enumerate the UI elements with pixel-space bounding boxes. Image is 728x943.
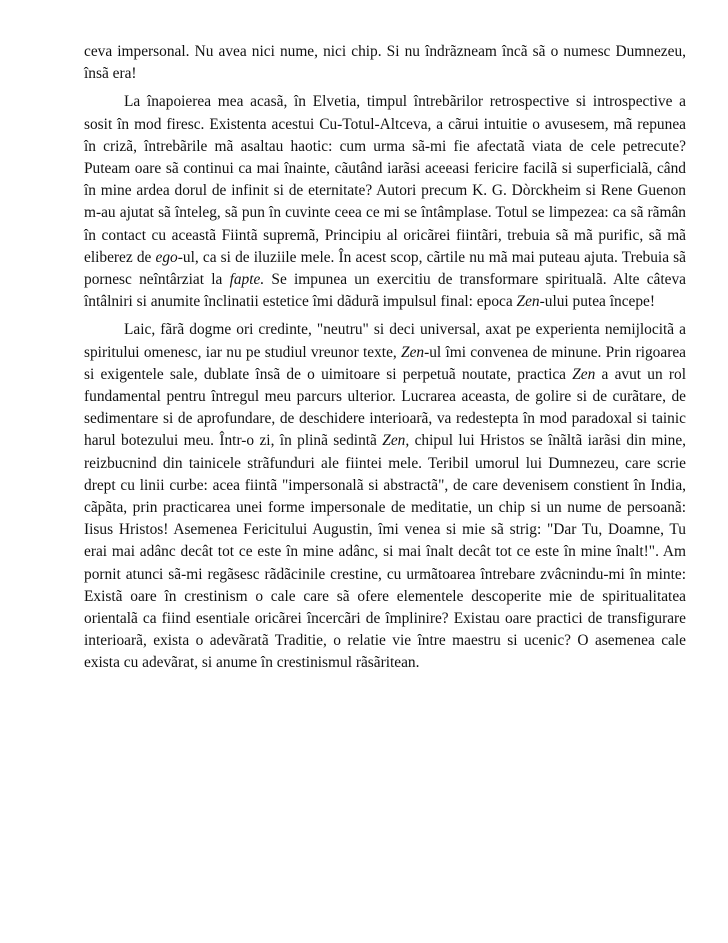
italic-term: Zen: [401, 343, 425, 361]
text-run: Laic, fãrã dogme ori credinte, "neutru" si deci universal, axat pe experienta nemijlocitã a spiritului omenesc, iar nu pe studiul vreunor texte,: [84, 321, 686, 361]
text-run: Se impunea un exercitiu de transformare spiritualã. Alte câteva întâlniri si anumite înclinatii estetice îmi dãdurã impulsul final: epoca: [84, 271, 686, 311]
italic-term: Zen: [572, 365, 596, 383]
text-run: La înapoierea mea acasã, în Elvetia, timpul întrebãrilor retrospective si introspective a sosit în mod firesc. Existenta acestui Cu-Totul-Altceva, a cãrui intuitie o avusesem, mã repunea în crizã, întrebãrile mã asaltau haotic: cum urma sã-mi fie afectatã viata de cele petrecute? Puteam oare sã continui ca mai înainte, cãutând iarãsi aceeasi fericire facilã si superficialã, când în mine ardea dorul de infinit si de eternitate? Autori precum K. G. Dòrckheim si Rene Guenon m-au ajutat sã înteleg, sã pun în cuvinte ceea ce mi se întâmplase. Totul se limpezea: ca sã rãmân în contact cu aceastã Fiintã supremã, Principiu al oricãrei fiintãri, trebuia sã mã purific, sã mã eliberez de: [84, 93, 686, 266]
text-run: ceva impersonal. Nu avea nici nume, nici chip. Si nu îndrãzneam încã sã o numesc Dumnezeu, însã era!: [84, 43, 686, 83]
text-run: -ul, ca si de iluziile mele. În acest scop, cãrtile nu mã mai puteau ajuta. Trebuia sã pornesc neîntârziat la: [84, 248, 687, 289]
italic-term: ego: [155, 248, 178, 266]
italic-term: Zen,: [382, 432, 410, 450]
text-run: chipul lui Hristos se înãltã iarãsi din mine, reizbucnind din tainicele strãfunduri ale fiintei mele. Teribil umorul lui Dumnezeu, care scrie drept cu linii curbe: acea fiintã "impersonalã si abstractã", de care devenisem constient în India, cãpãta, prin practicarea unei forme impersonale de meditatie, un chip si un nume de persoanã: Iisus Hristos! Asemenea Fericitului Augustin, îmi venea si mie sã strig: "Dar Tu, Doamne, Tu erai mai adânc decât tot ce este în mine adânc, si mai înalt decât tot ce este în mine înalt!". Am pornit atunci sã-mi regãsesc rãdãcinile crestine, cu urmãtoarea întrebare zvâcnindu-mi în minte: Existã oare în crestinism o cale care sã ofere elementele descoperite mie de spiritualitatea orientalã ca fiind esentiale oricãrei încercãri de împlinire? Existau oare practici de transfigurare interioarã, exista o adevãratã Traditie, o relatie vie între maestru si ucenic? O asemenea cale exista cu adevãrat, si anume în crestinismul rãsãritean.: [84, 432, 686, 672]
paragraph-zen-practice: [84, 319, 686, 674]
paragraph-return-to-switzerland: [84, 91, 686, 313]
text-run: -ului putea începe!: [539, 293, 656, 311]
italic-term: fapte.: [229, 271, 265, 289]
text-run: -ul îmi convenea de minune. Prin rigoarea si exigentele sale, dublate însã de o uimitoare si perpetuã noutate, practica: [84, 343, 686, 383]
text-run: a avut un rol fundamental pentru întregul meu parcurs ulterior. Lucrarea aceasta, de golire si de curãtare, de sedimentare si de aprofundare, de deschidere interioarã, va redestepta în mod paradoxal si tainic harul botezului meu. Într-o zi, în plinã sedintã: [84, 365, 686, 450]
paragraph-continuation: [84, 41, 686, 85]
italic-term: Zen: [516, 293, 540, 311]
document-page: [84, 41, 686, 681]
